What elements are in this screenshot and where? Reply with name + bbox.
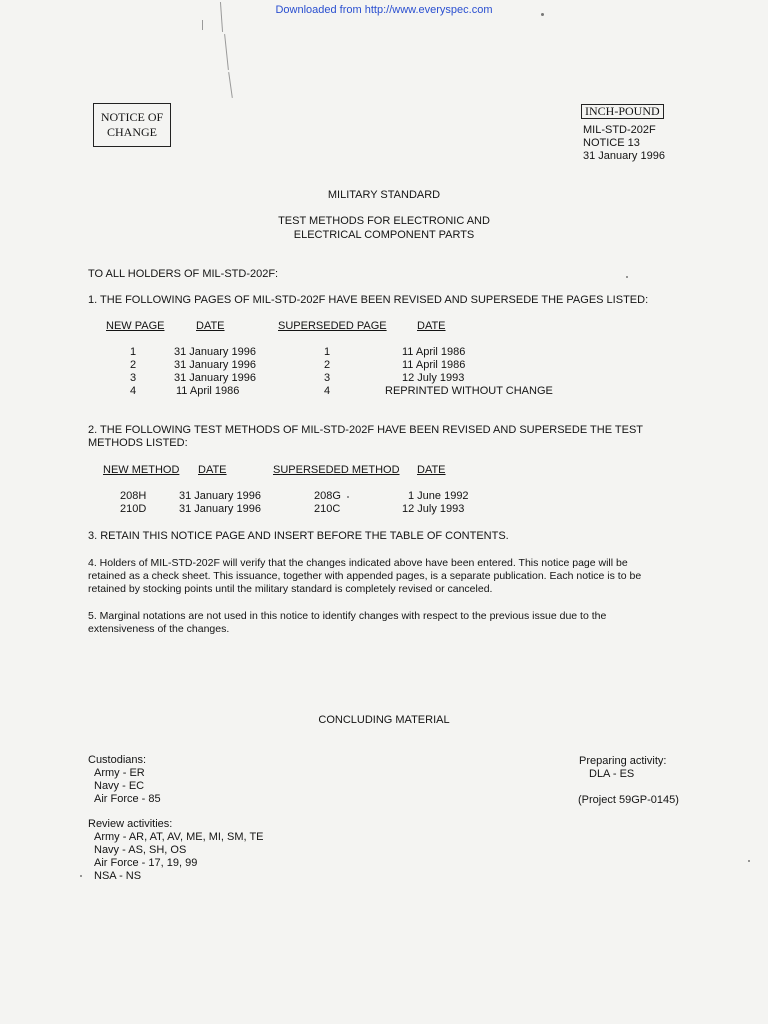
- table1-header-date: DATE: [196, 320, 225, 332]
- item-5-line1: 5. Marginal notations are not used in this notice to identify changes with respect to the previous issue due to the: [88, 610, 607, 622]
- table1-sup-date: 11 April 1986: [402, 359, 466, 371]
- table2-new: 210D: [120, 503, 147, 515]
- notice-of-change-box: [93, 103, 171, 147]
- custodians-label: Custodians:: [88, 754, 147, 766]
- table1-header-new-page: NEW PAGE: [106, 320, 165, 332]
- table2-sup-date: 1 June 1992: [408, 490, 469, 502]
- table2-header-date: DATE: [198, 464, 227, 476]
- table2-header-superseded-date: DATE: [417, 464, 446, 476]
- table2-date: 31 January 1996: [179, 490, 261, 502]
- item-2-line1: 2. THE FOLLOWING TEST METHODS OF MIL-STD-202F HAVE BEEN REVISED AND SUPERSEDE THE TEST: [88, 424, 644, 436]
- custodian-item: Army - ER: [94, 767, 145, 779]
- custodian-item: Air Force - 85: [94, 793, 161, 805]
- table2-header-new-method: NEW METHOD: [103, 464, 180, 476]
- table1-sup-date: REPRINTED WITHOUT CHANGE: [385, 385, 553, 397]
- table1-date: 31 January 1996: [174, 372, 256, 384]
- preparing-label: Preparing activity:: [579, 755, 667, 767]
- review-item: Air Force - 17, 19, 99: [94, 857, 198, 869]
- table1-sup-date: 12 July 1993: [402, 372, 465, 384]
- table1-header-superseded-date: DATE: [417, 320, 446, 332]
- scan-mark: [202, 20, 203, 30]
- scan-speck: [347, 496, 349, 498]
- table1-header-superseded-page: SUPERSEDED PAGE: [278, 320, 387, 332]
- table2-date: 31 January 1996: [179, 503, 261, 515]
- review-item: NSA - NS: [94, 870, 142, 882]
- table1-sup: 4: [324, 385, 331, 397]
- item-2-line2: METHODS LISTED:: [88, 437, 188, 449]
- title-sub-2: ELECTRICAL COMPONENT PARTS: [293, 229, 475, 241]
- scan-mark: [228, 72, 233, 98]
- scan-speck: [748, 860, 750, 862]
- review-label: Review activities:: [88, 818, 173, 830]
- preparing-value: DLA - ES: [589, 768, 635, 780]
- item-4-line2: retained as a check sheet. This issuance, together with appended pages, is a separate publication. Each notice is to be: [88, 570, 642, 582]
- notice-box-line1: NOTICE OF: [100, 110, 164, 124]
- table1-date: 31 January 1996: [174, 359, 256, 371]
- scan-mark: [224, 34, 229, 70]
- scan-speck: [80, 875, 82, 877]
- table2-sup: 208G: [314, 490, 341, 502]
- project-number: (Project 59GP-0145): [578, 794, 679, 806]
- doc-id: MIL-STD-202F: [583, 124, 656, 136]
- review-item: Army - AR, AT, AV, ME, MI, SM, TE: [94, 831, 264, 843]
- table1-sup: 3: [324, 372, 331, 384]
- table1-new: 4: [130, 385, 137, 397]
- inch-pound-label: INCH-POUND: [581, 104, 664, 119]
- table2-header-superseded-method: SUPERSEDED METHOD: [273, 464, 400, 476]
- table1-sup: 1: [324, 346, 331, 358]
- notice-date: 31 January 1996: [583, 150, 665, 162]
- download-link[interactable]: Downloaded from http://www.everyspec.com: [275, 4, 493, 16]
- custodian-item: Navy - EC: [94, 780, 145, 792]
- to-holders: TO ALL HOLDERS OF MIL-STD-202F:: [88, 268, 279, 280]
- item-5-line2: extensiveness of the changes.: [88, 623, 230, 635]
- table1-date: 31 January 1996: [174, 346, 256, 358]
- item-4-paragraph: [88, 557, 641, 596]
- table1-sup-date: 11 April 1986: [402, 346, 466, 358]
- item-3-text: 3. RETAIN THIS NOTICE PAGE AND INSERT BEFORE THE TABLE OF CONTENTS.: [88, 530, 509, 542]
- item-4-line3: retained by stocking points until the military standard is completely revised or canceled.: [88, 583, 493, 595]
- item-4-line1: 4. Holders of MIL-STD-202F will verify that the changes indicated above have been entered. This notice page will be: [88, 557, 628, 569]
- table2-sup: 210C: [314, 503, 341, 515]
- scan-speck: [626, 276, 628, 278]
- item-1-text: 1. THE FOLLOWING PAGES OF MIL-STD-202F HAVE BEEN REVISED AND SUPERSEDE THE PAGES LISTED:: [88, 294, 649, 306]
- title-sub-1: TEST METHODS FOR ELECTRONIC AND: [278, 215, 490, 227]
- table1-new: 3: [130, 372, 137, 384]
- concluding-material: CONCLUDING MATERIAL: [318, 714, 450, 726]
- title-main: MILITARY STANDARD: [327, 189, 441, 201]
- table1-new: 1: [130, 346, 137, 358]
- item-5-paragraph: [88, 610, 606, 636]
- table1-sup: 2: [324, 359, 331, 371]
- notice-box-line2: CHANGE: [107, 125, 157, 139]
- review-item: Navy - AS, SH, OS: [94, 844, 187, 856]
- table2-sup-date: 12 July 1993: [402, 503, 465, 515]
- table1-date: 11 April 1986: [176, 385, 240, 397]
- notice-number: NOTICE 13: [583, 137, 640, 149]
- table2-new: 208H: [120, 490, 147, 502]
- table1-new: 2: [130, 359, 137, 371]
